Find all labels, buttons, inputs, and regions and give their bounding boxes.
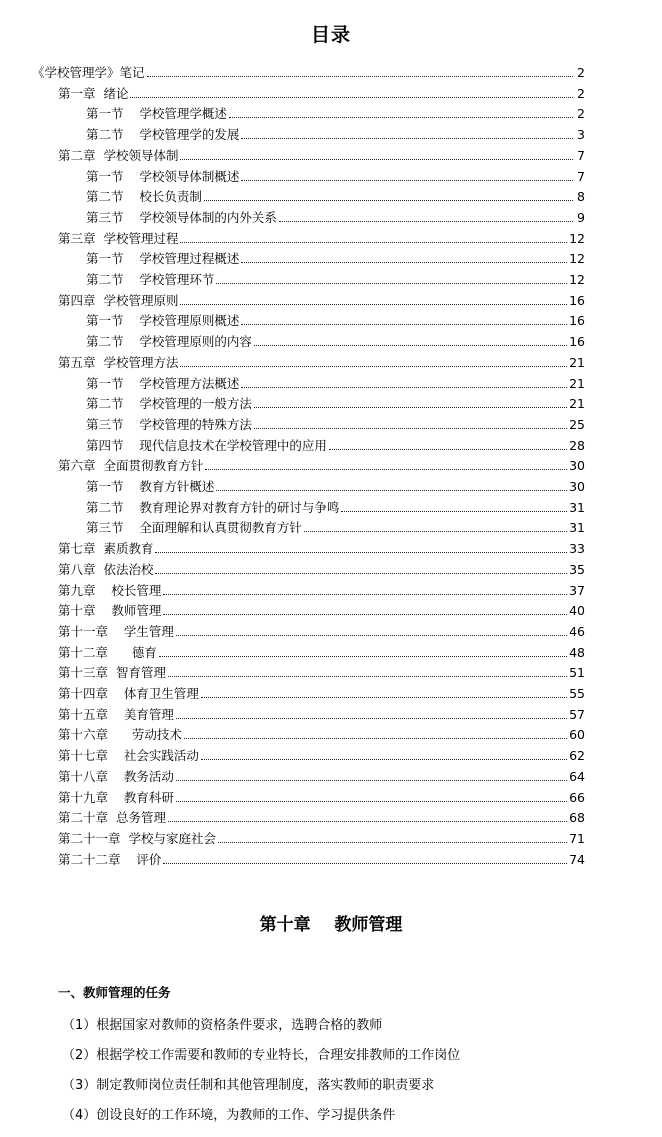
toc-entry[interactable]: [86, 205, 585, 226]
toc-dot-leader: [254, 428, 567, 429]
toc-dot-leader: [205, 469, 567, 470]
toc-entry[interactable]: [58, 805, 585, 826]
toc-dot-leader: [201, 697, 567, 698]
toc-entry[interactable]: [58, 722, 585, 743]
toc-entry[interactable]: [86, 412, 585, 433]
toc-entry-page: 62: [569, 748, 585, 764]
toc-entry-page: 12: [569, 251, 585, 267]
toc-entry[interactable]: [86, 515, 585, 536]
toc-entry-label: 第二节 学校管理的一般方法: [86, 396, 252, 412]
toc-entry-label: 第十七章 社会实践活动: [58, 748, 199, 764]
toc-entry[interactable]: [58, 847, 585, 868]
task-list-item: （4）创设良好的工作环境，为教师的工作、学习提供条件: [62, 1108, 396, 1123]
toc-entry[interactable]: [58, 226, 585, 247]
toc-dot-leader: [163, 614, 567, 615]
toc-entry[interactable]: [58, 578, 585, 599]
toc-entry-label: 第十五章 美育管理: [58, 706, 174, 722]
toc-dot-leader: [163, 863, 567, 864]
toc-entry-label: 第一节 教育方针概述: [86, 479, 215, 494]
toc-entry-label: 第二十一章 学校与家庭社会: [58, 830, 216, 846]
toc-entry[interactable]: [58, 288, 585, 309]
toc-entry[interactable]: [58, 640, 585, 661]
toc-dot-leader: [241, 262, 567, 263]
toc-entry-page: 16: [569, 313, 585, 329]
toc-entry-page: 7: [577, 168, 585, 184]
toc-entry-page: 30: [569, 458, 585, 474]
toc-entry-label: 第二十二章 评价: [58, 851, 162, 867]
toc-entry-page: 25: [569, 416, 585, 432]
toc-entry[interactable]: [58, 81, 585, 102]
toc-entry-page: 28: [569, 437, 585, 453]
toc-entry-label: 第一章 绪论: [58, 85, 129, 101]
toc-entry-page: 35: [569, 561, 585, 577]
toc-title: 目录: [310, 24, 351, 46]
toc-entry-label: 第三节 学校领导体制的内外关系: [86, 209, 277, 225]
toc-entry[interactable]: [58, 619, 585, 640]
toc-entry-label: 第三节 学校管理的特殊方法: [86, 416, 252, 432]
toc-entry-label: 第四章 学校管理原则: [58, 292, 179, 308]
toc-entry-page: 48: [569, 644, 585, 660]
toc-dot-leader: [254, 345, 567, 346]
toc-entry-label: 第十章 教师管理: [58, 603, 162, 619]
toc-entry[interactable]: [58, 598, 585, 619]
toc-dot-leader: [176, 780, 567, 781]
toc-entry[interactable]: [86, 495, 585, 516]
toc-entry-page: 33: [569, 541, 585, 557]
toc-dot-leader: [329, 449, 567, 450]
toc-entry[interactable]: [86, 122, 585, 143]
toc-entry-label: 第十三章 智育管理: [58, 665, 166, 681]
toc-entry[interactable]: [58, 557, 585, 578]
toc-entry[interactable]: [58, 660, 585, 681]
toc-dot-leader: [201, 759, 567, 760]
toc-entry-label: 第五章 学校管理方法: [58, 354, 179, 370]
toc-entry-page: 16: [569, 292, 585, 308]
toc-dot-leader: [155, 573, 567, 574]
toc-entry-label: 第二节 学校管理环节: [86, 272, 215, 287]
toc-entry-page: 40: [569, 603, 585, 619]
toc-dot-leader: [241, 180, 573, 181]
toc-entry[interactable]: [86, 371, 585, 392]
toc-entry-page: 2: [577, 85, 585, 101]
toc-entry[interactable]: [58, 143, 585, 164]
toc-entry[interactable]: [86, 308, 585, 329]
toc-entry[interactable]: [58, 826, 585, 847]
toc-entry-page: 31: [569, 520, 585, 536]
toc-entry-page: 46: [569, 623, 585, 639]
toc-dot-leader: [216, 490, 567, 491]
toc-entry-label: 第十八章 教务活动: [58, 768, 174, 784]
toc-dot-leader: [176, 718, 567, 719]
toc-entry-page: 8: [577, 189, 585, 205]
toc-dot-leader: [155, 552, 567, 553]
toc-entry-label: 第十六章 劳动技术: [58, 727, 182, 743]
toc-dot-leader: [204, 200, 573, 201]
toc-dot-leader: [180, 159, 573, 160]
toc-entry-page: 60: [569, 727, 585, 743]
toc-dot-leader: [304, 531, 567, 532]
toc-dot-leader: [229, 117, 573, 118]
toc-entry-page: 12: [569, 272, 585, 287]
toc-dot-leader: [216, 283, 567, 284]
toc-entry[interactable]: [58, 536, 585, 557]
toc-entry[interactable]: [58, 743, 585, 764]
toc-entry[interactable]: [58, 702, 585, 723]
toc-entry-page: 64: [569, 768, 585, 784]
toc-entry[interactable]: [86, 267, 585, 288]
toc-entry-label: 第七章 素质教育: [58, 541, 154, 557]
toc-entry-page: 21: [569, 396, 585, 412]
toc-entry-page: 71: [569, 830, 585, 846]
toc-entry[interactable]: [58, 681, 585, 702]
toc-entry-label: 第十四章 体育卫生管理: [58, 686, 199, 701]
task-list-item: （3）制定教师岗位责任制和其他管理制度，落实教师的职责要求: [62, 1078, 435, 1093]
toc-entry-label: 第九章 校长管理: [58, 582, 162, 598]
toc-entry-label: 第二章 学校领导体制: [58, 147, 179, 163]
toc-dot-leader: [176, 635, 567, 636]
toc-entry-page: 2: [577, 65, 585, 80]
toc-entry-label: 第一节 学校管理学概述: [86, 106, 227, 122]
toc-entry-page: 57: [569, 706, 585, 722]
toc-entry-page: 51: [569, 665, 585, 681]
toc-entry-page: 3: [577, 127, 585, 143]
toc-entry-page: 16: [569, 334, 585, 350]
toc-dot-leader: [241, 138, 573, 139]
toc-entry-label: 第四节 现代信息技术在学校管理中的应用: [86, 437, 327, 453]
toc-dot-leader: [341, 511, 567, 512]
task-list-item: （2）根据学校工作需要和教师的专业特长，合理安排教师的工作岗位: [62, 1048, 461, 1063]
toc-entry[interactable]: [86, 433, 585, 454]
toc-entry[interactable]: [86, 164, 585, 185]
toc-dot-leader: [180, 242, 567, 243]
toc-entry-page: 7: [577, 147, 585, 163]
toc-entry[interactable]: [86, 101, 585, 122]
toc-entry[interactable]: [58, 764, 585, 785]
toc-entry-page: 2: [577, 106, 585, 122]
toc-dot-leader: [176, 801, 567, 802]
toc-entry[interactable]: [86, 329, 585, 350]
toc-dot-leader: [279, 221, 573, 222]
toc-entry-label: 第三节 全面理解和认真贯彻教育方针: [86, 520, 302, 536]
toc-dot-leader: [184, 738, 567, 739]
toc-dot-leader: [163, 594, 567, 595]
toc-entry-label: 第二节 校长负责制: [86, 189, 202, 205]
toc-dot-leader: [130, 97, 573, 98]
toc-dot-leader: [168, 821, 567, 822]
toc-entry-page: 37: [569, 582, 585, 598]
toc-entry[interactable]: [86, 391, 585, 412]
toc-entry[interactable]: [86, 184, 585, 205]
task-list-item: （1）根据国家对教师的资格条件要求，选聘合格的教师: [62, 1018, 383, 1033]
toc-entry[interactable]: [58, 453, 585, 474]
toc-dot-leader: [254, 407, 567, 408]
toc-entry-label: 第一节 学校领导体制概述: [86, 168, 240, 184]
toc-entry-label: 第一节 学校管理原则概述: [86, 313, 240, 329]
toc-dot-leader: [159, 656, 567, 657]
toc-entry-page: 66: [569, 789, 585, 805]
toc-entry-label: 第六章 全面贯彻教育方针: [58, 458, 204, 474]
section-heading: 一、教师管理的任务: [58, 985, 171, 1000]
toc-dot-leader: [180, 304, 567, 305]
toc-dot-leader: [241, 387, 567, 388]
toc-entry-label: 《学校管理学》笔记: [32, 65, 145, 80]
toc-entry-label: 第十九章 教育科研: [58, 789, 174, 805]
toc-entry-label: 第一节 学校管理方法概述: [86, 375, 240, 391]
toc-entry-label: 第八章 依法治校: [58, 561, 154, 577]
toc-entry-label: 第一节 学校管理过程概述: [86, 251, 240, 267]
toc-entry-page: 74: [569, 851, 585, 867]
toc-dot-leader: [147, 76, 573, 77]
toc-dot-leader: [241, 324, 567, 325]
toc-entry-label: 第十一章 学生管理: [58, 623, 174, 639]
toc-entry-page: 12: [569, 230, 585, 246]
toc-entry-page: 68: [569, 810, 585, 826]
toc-entry-page: 9: [577, 209, 585, 225]
toc-dot-leader: [168, 676, 567, 677]
toc-entry-label: 第三章 学校管理过程: [58, 230, 179, 246]
toc-entry-label: 第二节 教育理论界对教育方针的研讨与争鸣: [86, 499, 340, 515]
toc-entry[interactable]: [58, 350, 585, 371]
toc-entry[interactable]: [86, 246, 585, 267]
toc-entry-page: 21: [569, 375, 585, 391]
toc-entry-label: 第二十章 总务管理: [58, 810, 166, 826]
chapter-title: 第十章 教师管理: [259, 915, 403, 935]
toc-entry[interactable]: [32, 60, 585, 81]
toc-dot-leader: [218, 842, 567, 843]
toc-entry-page: 55: [569, 686, 585, 701]
toc-entry-label: 第二节 学校管理原则的内容: [86, 334, 252, 350]
toc-entry-page: 21: [569, 354, 585, 370]
toc-entry-label: 第十二章 德育: [58, 644, 157, 660]
toc-entry[interactable]: [86, 474, 585, 495]
toc-dot-leader: [180, 366, 567, 367]
toc-entry-page: 30: [569, 479, 585, 494]
toc-entry-label: 第二节 学校管理学的发展: [86, 127, 240, 143]
toc-entry[interactable]: [58, 785, 585, 806]
toc-entry-page: 31: [569, 499, 585, 515]
